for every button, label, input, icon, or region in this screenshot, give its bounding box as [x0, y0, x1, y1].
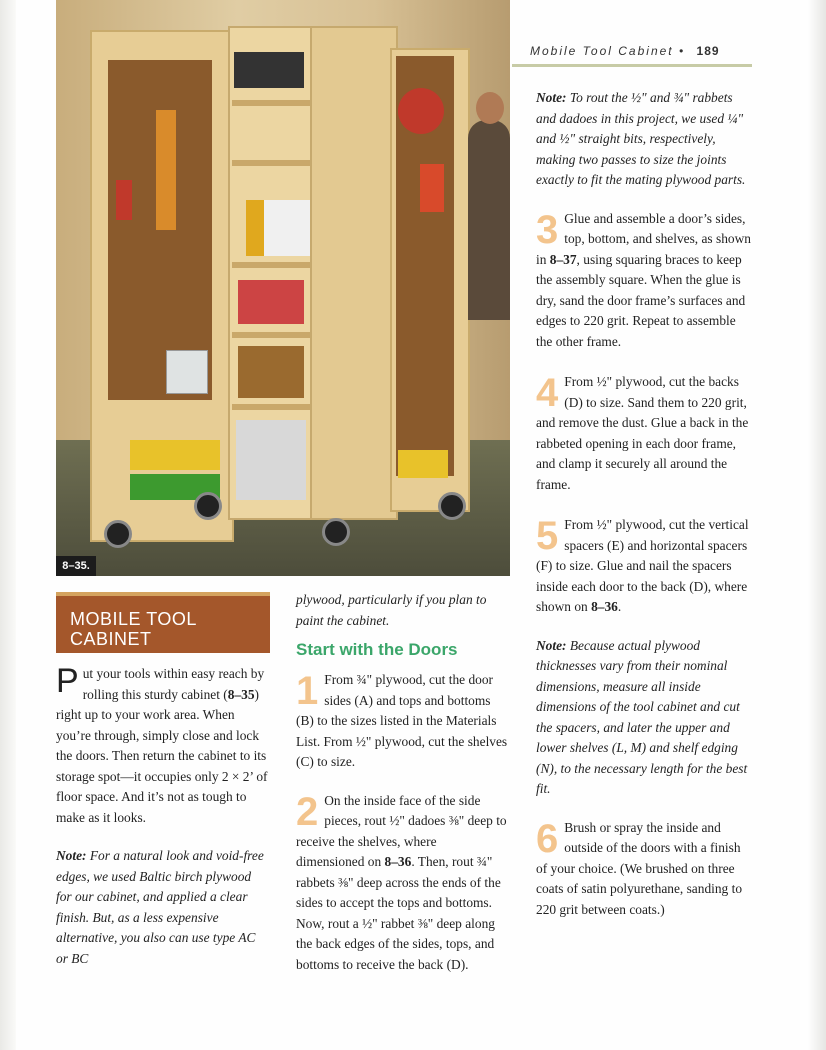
step-2	[296, 791, 508, 976]
step-1	[296, 670, 508, 773]
left-wheel	[104, 520, 132, 548]
extension-cord-item	[398, 88, 444, 134]
bottles-item	[238, 346, 304, 398]
column-middle	[296, 670, 508, 975]
note-label: Note:	[536, 637, 567, 653]
step-text: Glue and assemble a door’s sides, top, bottom, and shelves, as shown in	[536, 210, 751, 267]
shelf	[232, 332, 312, 338]
drop-cap: P	[56, 662, 79, 700]
step-text: . Then, rout ¾" rabbets ⅜" deep across the ends of the sides to accept the tops and bottoms. Now, rout a ½" rabbet ⅜" deep along the back edges of the sides, tops, and bottoms to receive the back (D).	[296, 854, 501, 972]
center-cabinet-door	[310, 26, 398, 520]
shelf	[232, 100, 312, 106]
step-text: From ¾" plywood, cut the door sides (A) and tops and bottoms (B) to the sizes listed in the Materials List. From ½" plywood, cut the shelves (C) to size.	[296, 672, 508, 769]
step-number: 1	[296, 669, 319, 713]
note-text: For a natural look and void-free edges, we used Baltic birch plywood for our cabinet, and applied a clear finish. But, as a less expensive alternative, you also can use type AC or BC	[56, 848, 264, 966]
page-edge-shadow	[808, 0, 826, 1050]
red-tool-item	[116, 180, 132, 220]
note-router-bits	[536, 88, 752, 191]
intro-text: ) right up to your work area. When you’re through, simply close and lock the doors. Then return the cabinet to its storage spot—it occupies only 2 × 2’ of floor space. And it’s not as tough to make as it looks.	[56, 686, 268, 825]
yellow-bins	[130, 440, 220, 470]
page-number: 189	[696, 44, 720, 58]
center-wheel	[322, 518, 350, 546]
step-number: 3	[536, 207, 559, 252]
running-head-bullet: •	[678, 44, 686, 58]
column-left	[56, 664, 268, 969]
title-line-1: MOBILE TOOL	[70, 609, 197, 629]
figure-ref: 8–35	[227, 686, 255, 702]
step-text: From ½" plywood, cut the backs (D) to size. Sand them to 220 grit, and remove the dust. Glue a back in the rabbeted opening in each door frame, and clamp it securely all around the frame.	[536, 374, 749, 492]
step-6	[536, 818, 752, 921]
person-head	[476, 92, 504, 124]
shelf	[232, 404, 312, 410]
column-right	[536, 88, 752, 920]
figure-ref: 8–36	[384, 854, 412, 869]
step-number: 2	[296, 789, 319, 834]
step-4	[536, 372, 752, 495]
figure-label: 8–35.	[56, 556, 96, 576]
left-wheel-back	[194, 492, 222, 520]
box-item	[166, 350, 208, 394]
figure-ref: 8–36	[591, 599, 618, 614]
title-line-2: CABINET	[70, 629, 152, 649]
note-text: Because actual plywood thicknesses vary from their nominal dimensions, measure all inside dimensions of the tool cabinet and cut the spacers, and later the upper and lower shelves (L, M) and shelf edging (N), to the necessary length for the best fit.	[536, 637, 748, 796]
saw-item	[156, 110, 176, 230]
section-heading: Start with the Doors	[296, 640, 458, 659]
note-plywood-thickness	[536, 636, 752, 800]
shelf	[232, 160, 312, 166]
running-head	[530, 44, 752, 58]
step-text: , using squaring braces to keep the assembly square. When the glue is dry, sand the door frame’s surfaces and edges to 220 grit. Repeat to assemble the other frame.	[536, 251, 746, 349]
shelf	[232, 262, 312, 268]
step-5	[536, 515, 752, 618]
column-middle-continuation	[296, 590, 508, 631]
spray-cans-item	[236, 420, 306, 500]
continued-note-text: plywood, particularly if you plan to paint the cabinet.	[296, 592, 487, 628]
red-case-item	[420, 164, 444, 212]
page-spine-shadow	[0, 0, 16, 1050]
cans-item	[238, 280, 304, 324]
step-number: 4	[536, 371, 559, 415]
intro-text: ut your tools within easy reach by rolling this sturdy cabinet (	[82, 666, 265, 702]
step-text: Brush or spray the inside and outside of the doors with a finish of your choice. (We brushed on three coats of satin polyurethane, sanding to 220 grit between coats.)	[536, 819, 743, 917]
step-text: From ½" plywood, cut the vertical spacers (E) and horizontal spacers (F) to size. Glue and nail the spacers inside each door to the back (D), where shown on	[536, 517, 749, 614]
intro-paragraph	[56, 664, 268, 828]
running-head-rule	[512, 64, 752, 67]
step-number: 6	[536, 816, 559, 861]
router-item	[234, 52, 304, 88]
person-figure	[468, 120, 510, 320]
figure-ref: 8–37	[549, 251, 577, 267]
note-label: Note:	[536, 90, 567, 105]
step-number: 5	[536, 514, 559, 558]
step-text: .	[617, 599, 622, 614]
step-text: On the inside face of the side pieces, rout ½" dadoes ⅜" deep to receive the shelves, where dimensioned on	[296, 792, 507, 869]
running-head-title: Mobile Tool Cabinet	[530, 44, 674, 58]
note-baltic-birch	[56, 846, 268, 969]
note-label: Note:	[56, 848, 87, 863]
cabinet-photo	[56, 0, 510, 576]
step-3	[536, 209, 752, 353]
right-wheel	[438, 492, 466, 520]
article-title-box	[56, 592, 270, 653]
yellow-tray-item	[398, 450, 448, 478]
note-text: To rout the ½" and ¾" rabbets and dadoes in this project, we used ¼" and ½" straight bits, respectively, making two passes to size the joints exactly to fit the mating plywood parts.	[536, 90, 746, 187]
